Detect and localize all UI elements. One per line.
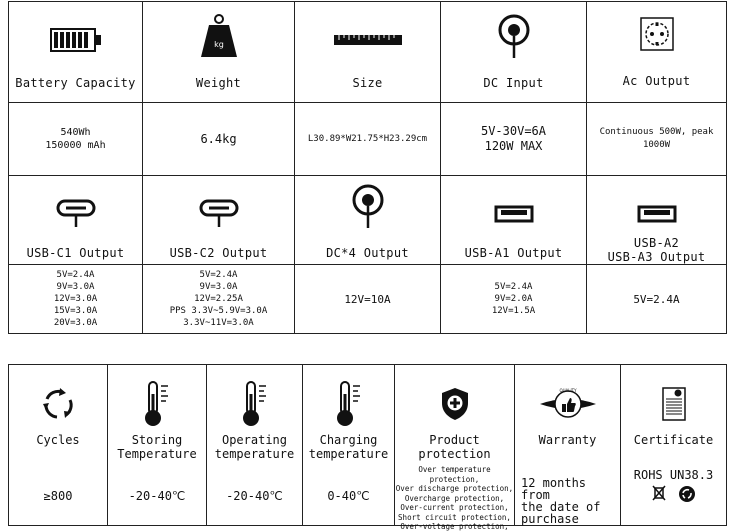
charging-temp-cell [303,365,395,526]
cycles-value: ≥800 [43,489,73,503]
usb-c1-value: 5V=2.4A [56,270,95,280]
protection-list [395,465,514,532]
battery-value-mah: 150000 mAh [45,140,106,151]
size-cell [295,2,441,103]
operating-label [207,433,302,461]
battery-icon [50,27,102,53]
dc-input-value-cell [441,103,587,176]
usb-c2-value: 3.3V~11V=3.0A [183,318,254,328]
usb-a1-label: USB-A1 Output [464,246,563,260]
protection-item: Over-voltage protection, [400,522,509,531]
protection-item: Over temperature protection, [418,465,491,484]
usb-c-icon [56,199,96,229]
usb-c1-value: 15V=3.0A [53,306,98,316]
usb-c2-values [143,265,295,334]
protection-label-2: protection [418,447,491,461]
warranty-value-2: the date of [521,500,601,514]
usb-a2-label: USB-A2 [633,236,680,250]
weight-cell [143,2,295,103]
recycle-icon [678,485,696,503]
warranty-cell [515,365,621,526]
battery-capacity-cell [9,2,143,103]
certificate-cell [621,365,727,526]
dc-input-label: DC Input [483,76,544,90]
badge-text: QUALITY [558,388,577,393]
charging-label [303,433,394,461]
usb-a1-values [441,265,587,334]
battery-label: Battery Capacity [15,76,136,90]
certificate-label: Certificate [633,433,714,447]
protection-item: Over discharge protection, [395,484,514,493]
recycle-arrows-icon [40,386,76,422]
weight-icon [199,13,239,59]
warranty-value-1: 12 months from [521,476,587,502]
usb-c2-value: 12V=2.25A [194,294,243,304]
dc-input-value-max: 120W MAX [484,139,543,153]
usb-a23-value: 5V=2.4A [587,265,727,334]
ac-socket-icon [640,17,674,51]
usb-c2-value: 5V=2.4A [199,270,238,280]
specs-table [8,1,727,334]
dc-port-icon [497,14,531,62]
certificate-document-icon [661,386,687,422]
usb-a1-value: 9V=2.0A [494,294,533,304]
usb-a1-value: 12V=1.5A [491,306,536,316]
charging-label-1: Charging [319,433,378,447]
usb-a1-value: 5V=2.4A [494,282,533,292]
ac-output-value: Continuous 500W, peak 1000W [587,103,727,176]
storing-temp-cell [108,365,207,526]
dc-input-value-range: 5V-30V=6A [480,124,547,138]
storing-label-1: Storing [131,433,183,447]
thermometer-icon [240,380,270,428]
protection-label [395,433,514,461]
usb-c1-value: 12V=3.0A [53,294,98,304]
usb-a23-label [587,236,726,264]
usb-c1-cell [9,176,143,265]
usb-a-icon [494,205,534,223]
usb-c1-label: USB-C1 Output [26,246,125,260]
usb-a1-cell [441,176,587,265]
usb-a-icon [637,205,677,223]
dc-input-cell [441,2,587,103]
usb-c2-value: PPS 3.3V~5.9V=3.0A [169,306,268,316]
battery-value-wh: 540Wh [60,127,91,138]
usb-a23-cell [587,176,727,265]
operating-temp-cell [207,365,303,526]
dc4-value: 12V=10A [295,265,441,334]
operating-value: -20-40℃ [226,489,283,503]
protection-cell [395,365,515,531]
weee-bin-icon [652,485,666,501]
protection-label-1: Product [429,433,480,447]
features-table [8,364,727,531]
dc-port-icon [351,184,385,232]
dc4-label: DC*4 Output [326,246,409,260]
charging-label-2: temperature [308,447,389,461]
thermometer-icon [334,380,364,428]
certificate-value: ROHS UN38.3 [633,468,714,482]
usb-c1-values [9,265,143,334]
operating-label-1: Operating [221,433,288,447]
usb-c2-value: 9V=3.0A [199,282,238,292]
thermometer-icon [142,380,172,428]
protection-item: Overcharge protection, [404,493,505,503]
protection-item: Over-current protection, [400,503,509,512]
size-value: L30.89*W21.75*H23.29cm [295,103,441,176]
cycles-cell [9,365,108,526]
cycles-label: Cycles [36,433,80,447]
shield-plus-icon [440,387,470,421]
usb-c1-value: 9V=3.0A [56,282,95,292]
ac-output-label: Ac Output [622,74,691,88]
storing-label [108,433,206,461]
warranty-value-3: purchase [521,512,579,526]
usb-c2-label: USB-C2 Output [169,246,268,260]
operating-label-2: temperature [214,447,295,461]
warranty-label: Warranty [538,433,597,447]
battery-value-cell [9,103,143,176]
size-label: Size [352,76,383,90]
ruler-icon [333,33,403,47]
usb-a3-label: USB-A3 Output [607,250,706,264]
weight-value: 6.4kg [143,103,295,176]
dc4-cell [295,176,441,265]
weight-label: Weight [195,76,242,90]
usb-c1-value: 20V=3.0A [53,318,98,328]
weight-icon-text: kg [213,40,224,49]
warranty-value [521,477,616,525]
ac-output-cell [587,2,727,103]
usb-c2-cell [143,176,295,265]
storing-value: -20-40℃ [128,489,186,503]
quality-thumbs-up-icon [538,384,598,424]
storing-label-2: Temperature [117,447,197,461]
usb-c-icon [199,199,239,229]
charging-value: 0-40℃ [327,489,370,503]
protection-item: Short circuit protection, [398,512,511,522]
